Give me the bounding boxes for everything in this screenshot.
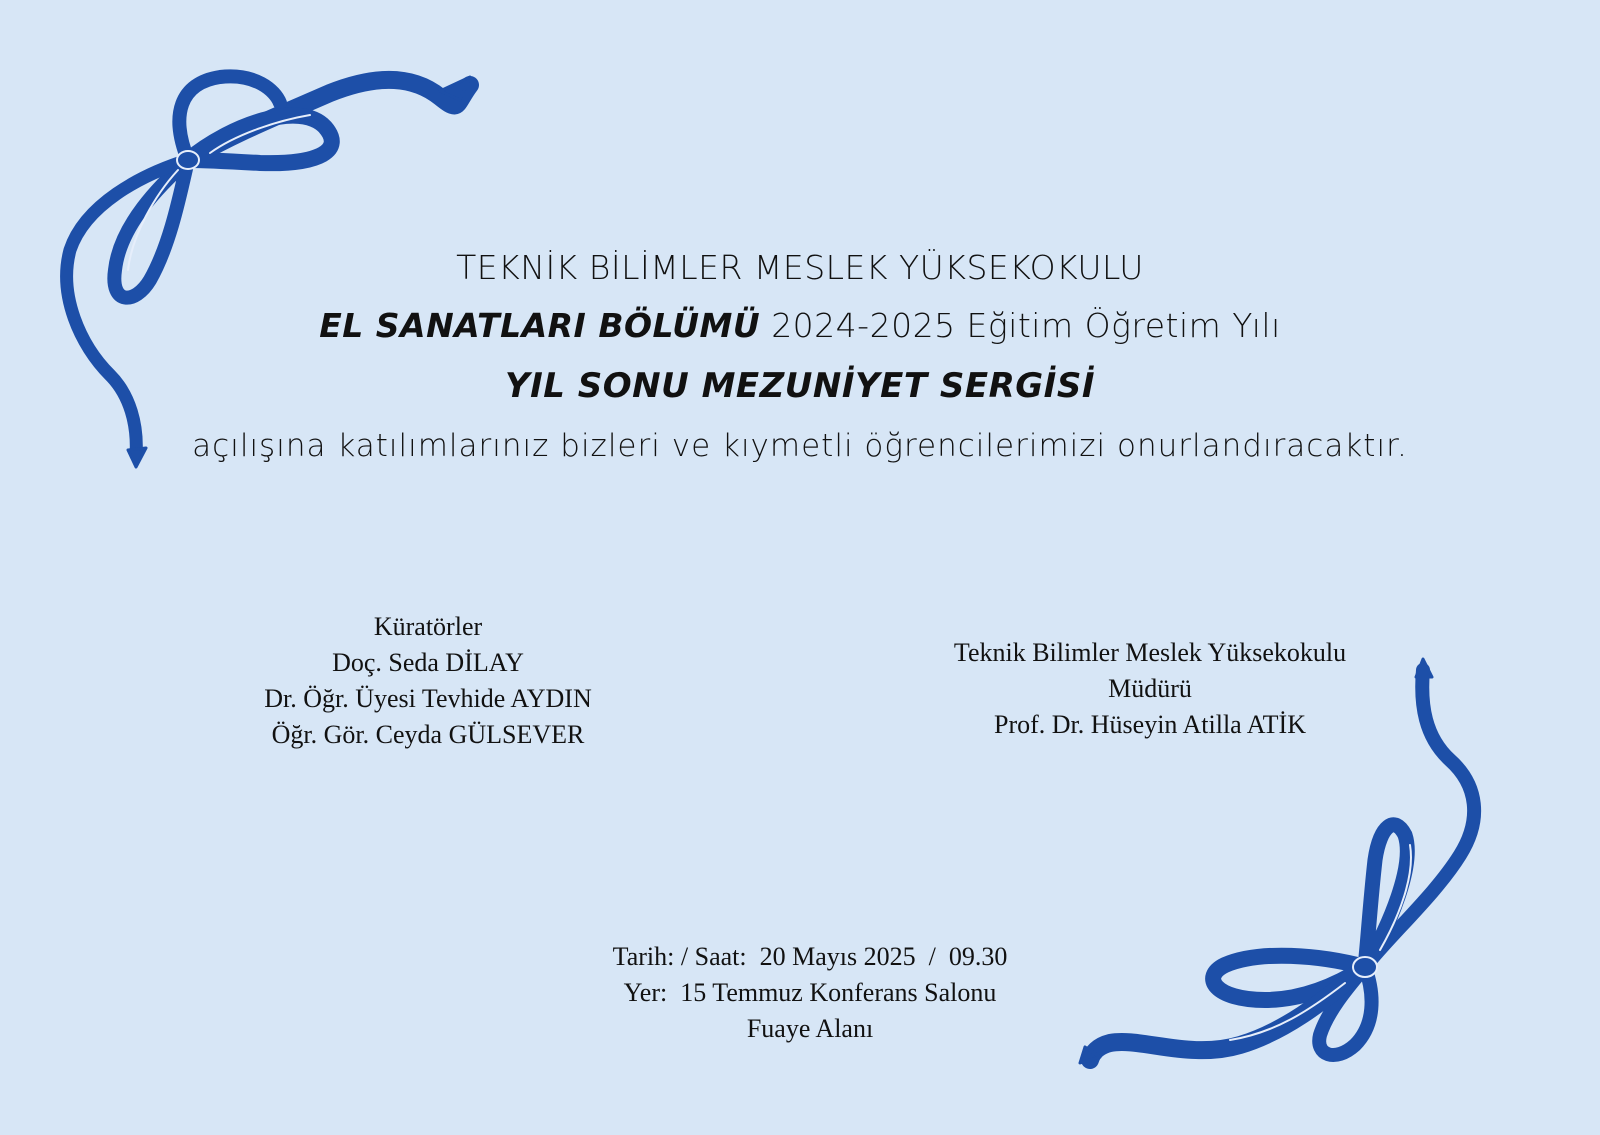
director-institution: Teknik Bilimler Meslek Yüksekokulu: [953, 638, 1347, 667]
director-block: [900, 635, 1400, 743]
event-area: Fuaye Alanı: [746, 1014, 874, 1043]
director-name: Prof. Dr. Hüseyin Atilla ATİK: [994, 710, 1306, 739]
curator-name: Dr. Öğr. Üyesi Tevhide AYDIN: [264, 684, 592, 713]
school-name: TEKNİK BİLİMLER MESLEK YÜKSEKOKULU: [456, 248, 1144, 287]
curators-title: Küratörler: [373, 612, 483, 641]
academic-year: 2024-2025 Eğitim Öğretim Yılı: [771, 306, 1281, 345]
event-info-block: [560, 939, 1060, 1047]
curator-name: Doç. Seda DİLAY: [332, 648, 524, 677]
department-line: [0, 306, 1600, 345]
curator-name: Öğr. Gör. Ceyda GÜLSEVER: [271, 720, 585, 749]
curators-block: [228, 609, 628, 753]
event-date-time: Tarih: / Saat: 20 Mayıs 2025 / 09.30: [612, 942, 1008, 971]
director-role: Müdürü: [1108, 674, 1192, 703]
department-name: EL SANATLARI BÖLÜMÜ: [319, 306, 761, 345]
event-title: YIL SONU MEZUNİYET SERGİSİ: [505, 366, 1095, 406]
invitation-text: açılışına katılımlarınız bizleri ve kıymetli öğrencilerimizi onurlandıracaktır.: [192, 428, 1408, 464]
event-place: Yer: 15 Temmuz Konferans Salonu: [623, 978, 997, 1007]
